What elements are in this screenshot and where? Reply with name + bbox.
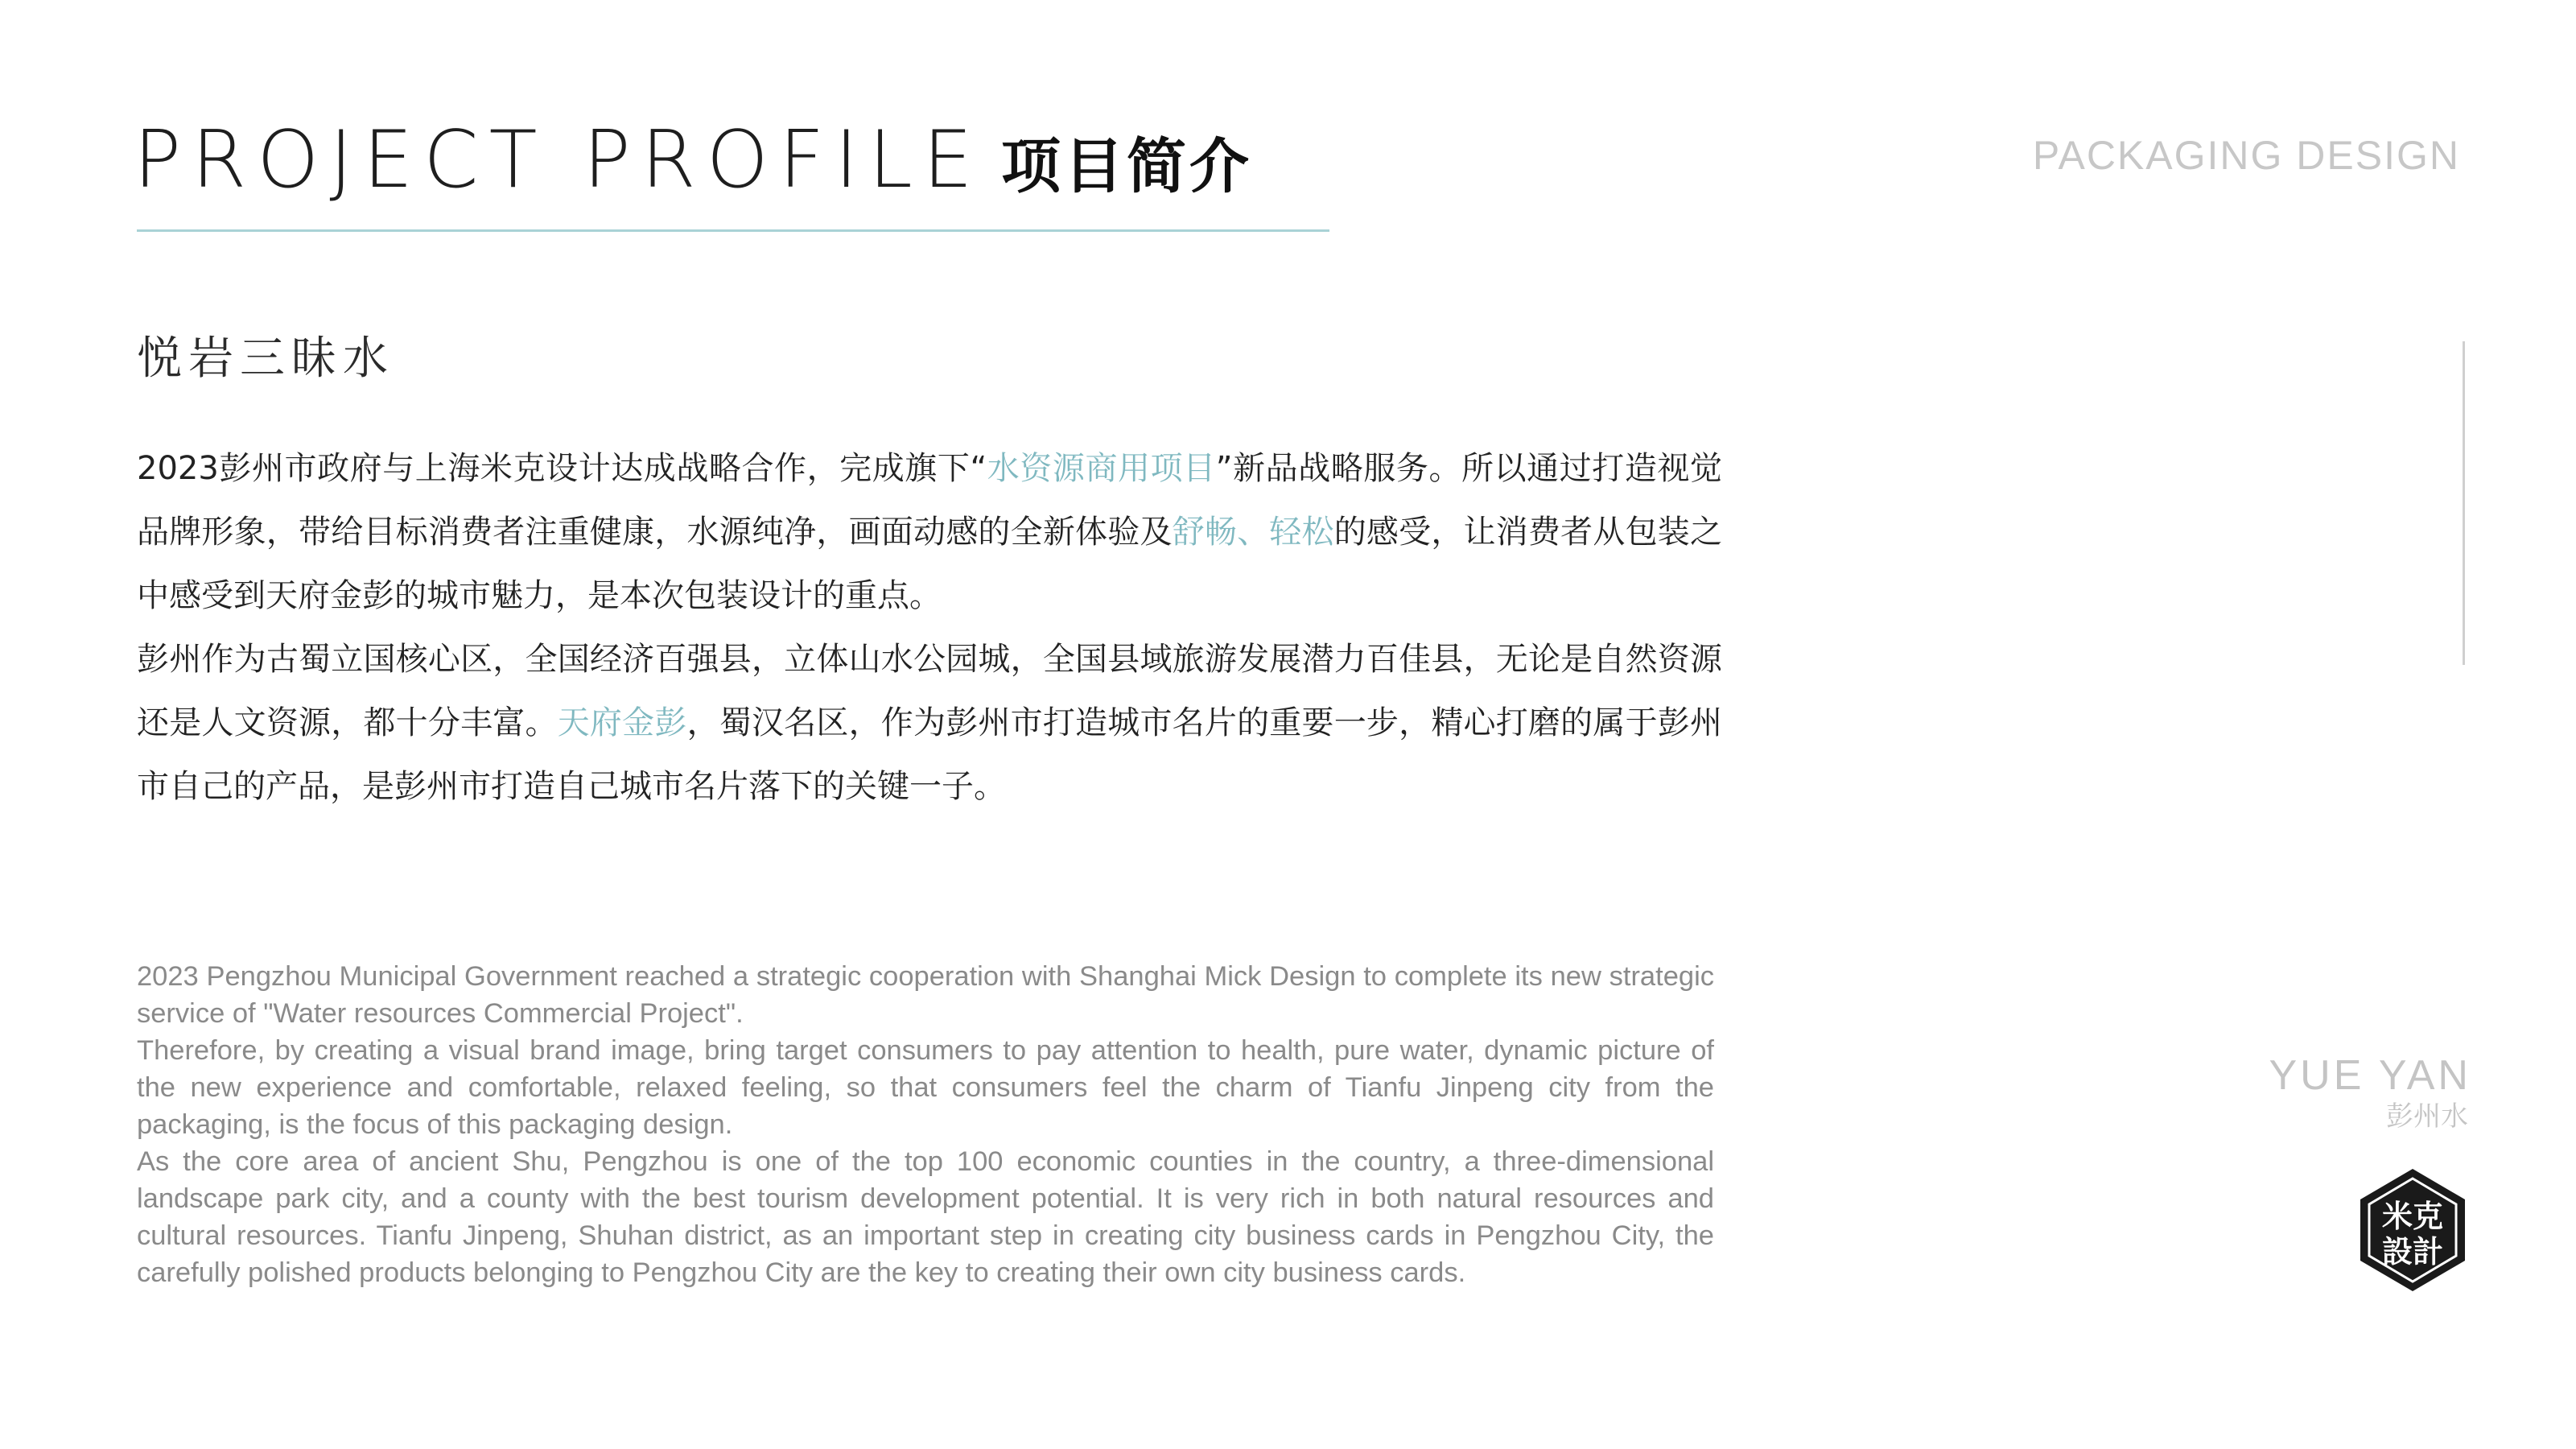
text-span: 彭州作为古蜀立国核心区，全国经济百强县，立体山水公园城，全国县域旅游发展潜力百佳县，无论是自然资源还是人文资源，都十分丰富。 xyxy=(137,641,1722,741)
logo-text-top: 米克 xyxy=(2381,1199,2444,1234)
logo-svg xyxy=(2358,1167,2467,1293)
page-title-cn: 项目简介 xyxy=(1001,132,1252,201)
text-span: 的感受，让消费者从包装之中感受到天府金彭的城市魅力，是本次包装设计的重点。 xyxy=(137,514,1723,614)
product-name: 悦岩三昧水 xyxy=(137,332,394,385)
description-cn-paragraph-2 xyxy=(137,628,1722,819)
title-divider xyxy=(137,229,1329,232)
hexagon-logo-icon xyxy=(2358,1167,2467,1293)
description-cn-paragraph-1 xyxy=(137,437,1722,628)
description-en-paragraph-1: 2023 Pengzhou Municipal Government reached a strategic cooperation with Shanghai Mick Design to complete its new strategic service of "Water resources Commercial Project". xyxy=(137,961,1714,1029)
vertical-divider xyxy=(2463,341,2465,665)
category-label: PACKAGING DESIGN xyxy=(2032,133,2460,178)
highlight-text: 水资源商用项目 xyxy=(987,450,1216,487)
description-en-paragraph-2: Therefore, by creating a visual brand image, bring target consumers to pay attention to health, pure water, dynamic picture of the new experience and comfortable, relaxed feeling, so that consumers feel the charm of Tianfu Jinpeng city from the packaging, is the focus of this packaging design. xyxy=(137,1035,1714,1140)
description-cn xyxy=(137,437,1722,819)
text-span: ，蜀汉名区，作为彭州市打造城市名片的重要一步，精心打磨的属于彭州市自己的产品，是彭州市打造自己城市名片落下的关键一子。 xyxy=(137,704,1723,805)
highlight-text: 天府金彭 xyxy=(557,704,687,741)
text-span: ”新品战略服务。所以通过打造视觉品牌形象，带给目标消费者注重健康，水源纯净，画面动感的全新体验及 xyxy=(137,450,1722,551)
highlight-text: 舒畅、轻松 xyxy=(1172,514,1334,551)
description-en xyxy=(137,958,1714,1291)
brand-name-en: YUE YAN xyxy=(2269,1052,2471,1099)
description-en-paragraph-3: As the core area of ancient Shu, Pengzhou is one of the top 100 economic counties in the country, a three-dimensional landscape park city, and a county with the best tourism development potential. It is very rich in both natural resources and cultural resources. Tianfu Jinpeng, Shuhan district, as an important step in creating city business cards in Pengzhou City, the carefully polished products belonging to Pengzhou City are the key to creating their own city business cards. xyxy=(137,1146,1714,1288)
brand-name-cn: 彭州水 xyxy=(2386,1100,2468,1133)
page-title-en: PROJECT PROFILE xyxy=(134,114,983,206)
logo-text-bottom: 設計 xyxy=(2381,1234,2444,1269)
text-span: 2023彭州市政府与上海米克设计达成战略合作，完成旗下“ xyxy=(137,450,987,487)
